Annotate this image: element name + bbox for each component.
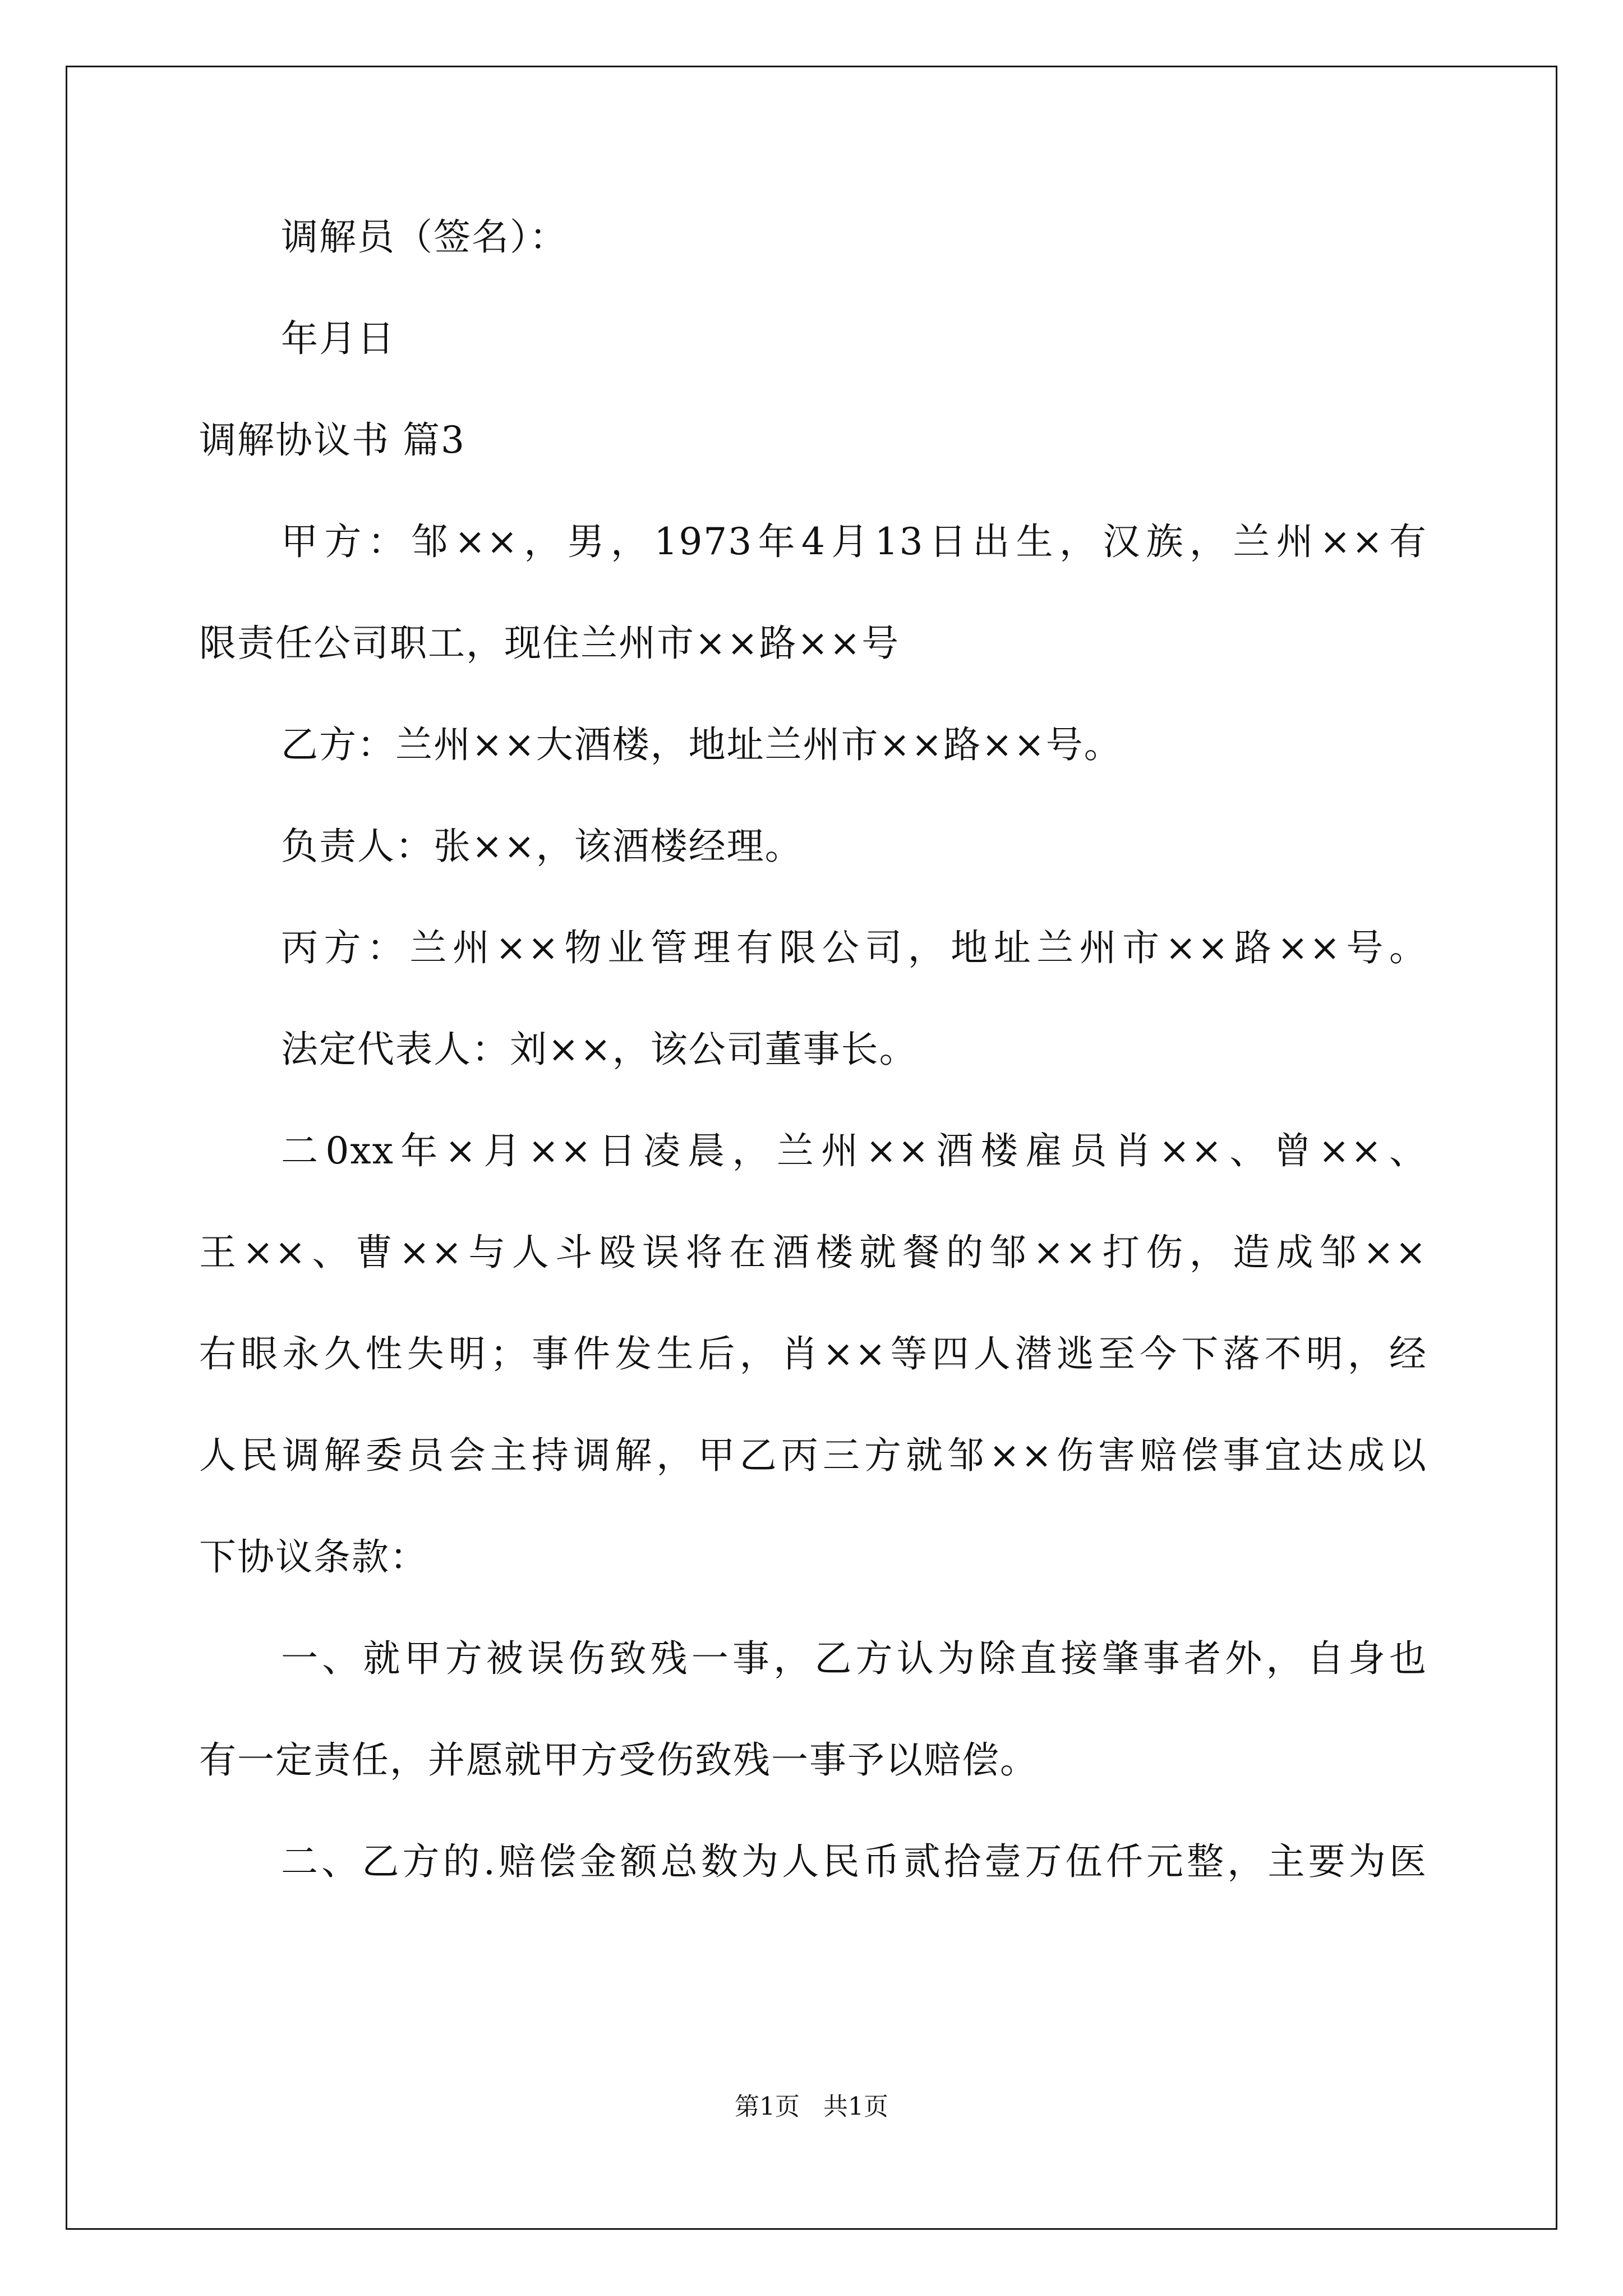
party-a-line-2: 限责任公司职工，现住兰州市××路××号 — [199, 622, 900, 665]
incident-paragraph-line-5: 下协议条款： — [199, 1535, 428, 1579]
incident-paragraph-line-1: 二0xx年×月××日凌晨，兰州××酒楼雇员肖××、曾××、 — [281, 1129, 1427, 1172]
party-b-line: 乙方：兰州××大酒楼，地址兰州市××路××号。 — [281, 723, 1122, 766]
clause-one-line-1: 一、就甲方被误伤致残一事，乙方认为除直接肇事者外，自身也 — [281, 1637, 1427, 1680]
date-line: 年月日 — [281, 317, 395, 360]
page-footer — [0, 2092, 1623, 2121]
incident-paragraph-line-2: 王××、曹××与人斗殴误将在酒楼就餐的邹××打伤，造成邹×× — [199, 1231, 1427, 1274]
page-total: 共1页 — [823, 2092, 888, 2121]
clause-two-line-1: 二、乙方的.赔偿金额总数为人民币贰拾壹万伍仟元整，主要为医 — [281, 1840, 1427, 1883]
incident-paragraph-line-4: 人民调解委员会主持调解，甲乙丙三方就邹××伤害赔偿事宜达成以 — [199, 1434, 1427, 1477]
party-a-line-1: 甲方：邹××，男，1973年4月13日出生，汉族，兰州××有 — [281, 520, 1427, 563]
party-c-line: 丙方：兰州××物业管理有限公司，地址兰州市××路××号。 — [281, 926, 1427, 969]
incident-paragraph-line-3: 右眼永久性失明；事件发生后，肖××等四人潜逃至今下落不明，经 — [199, 1332, 1427, 1375]
page-number: 第1页 — [735, 2092, 800, 2121]
signature-line: 调解员（签名）： — [281, 215, 568, 259]
party-c-representative-line: 法定代表人：刘××，该公司董事长。 — [281, 1028, 917, 1071]
clause-one-line-2: 有一定责任，并愿就甲方受伤致残一事予以赔偿。 — [199, 1738, 1038, 1782]
party-b-responsible-line: 负责人：张××，该酒楼经理。 — [281, 825, 803, 868]
section-heading: 调解协议书 篇3 — [199, 418, 465, 462]
